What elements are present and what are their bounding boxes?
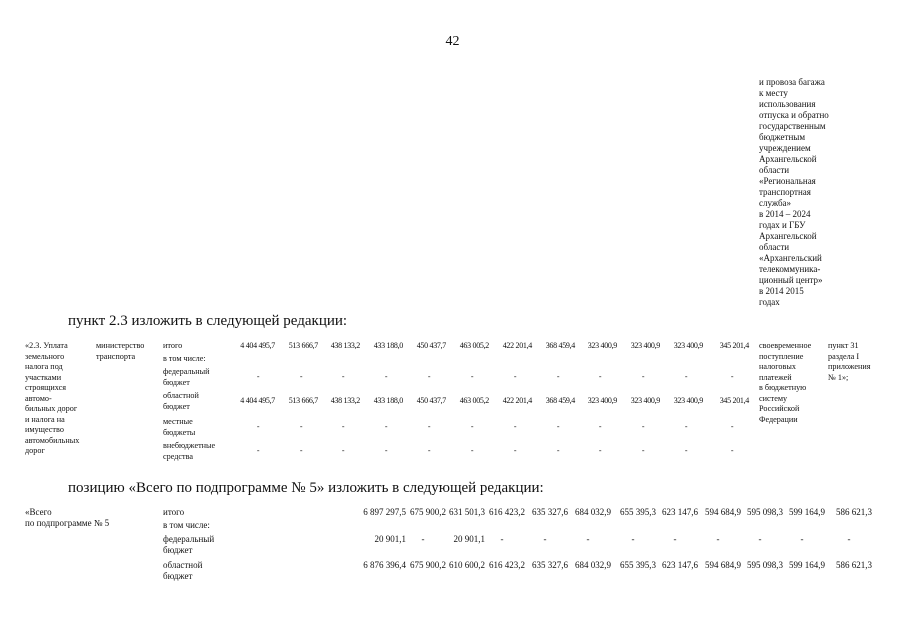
table-cell-value: - bbox=[631, 534, 635, 544]
continuation-line: к месту bbox=[759, 88, 788, 98]
table-cell-value: 438 133,2 bbox=[330, 396, 360, 405]
table-cell-value: - bbox=[586, 534, 590, 544]
expected-result-line: в бюджетную bbox=[759, 383, 807, 392]
table-cell-value: - bbox=[427, 422, 431, 431]
table-cell-value: 594 684,9 bbox=[705, 560, 741, 570]
continuation-line: бюджетным bbox=[759, 132, 806, 142]
table-cell-value: 368 459,4 bbox=[545, 396, 575, 405]
continuation-line: учреждением bbox=[759, 143, 811, 153]
executor-line: министерство bbox=[96, 341, 145, 350]
table-cell-value: - bbox=[556, 446, 560, 455]
table-cell-value: 595 098,3 bbox=[747, 560, 783, 570]
table-cell-value: 422 201,4 bbox=[502, 341, 532, 350]
table-cell-value: - bbox=[513, 446, 517, 455]
continuation-line: Архангельской bbox=[759, 154, 817, 164]
continuation-line: и провоза багажа bbox=[759, 77, 825, 87]
row-label: федеральный bbox=[163, 534, 215, 544]
table-cell-value: - bbox=[598, 446, 602, 455]
table-cell-value: - bbox=[299, 446, 303, 455]
table-cell-value: 595 098,3 bbox=[747, 507, 783, 517]
table-cell-value: 655 395,3 bbox=[620, 507, 656, 517]
continuation-line: области bbox=[759, 165, 790, 175]
expected-result-line: Федерации bbox=[759, 414, 798, 424]
continuation-line: использования bbox=[759, 99, 816, 109]
total-name-line: по подпрограмме № 5 bbox=[25, 518, 110, 528]
row-label: местные bbox=[163, 417, 193, 426]
table-cell-value: 438 133,2 bbox=[330, 341, 360, 350]
table-cell-value: - bbox=[299, 422, 303, 431]
table-cell-value: 323 400,9 bbox=[673, 341, 703, 350]
table-cell-value: - bbox=[341, 446, 345, 455]
table-cell-value: 323 400,9 bbox=[587, 396, 617, 405]
continuation-line: в 2014 – 2024 bbox=[759, 209, 811, 219]
table-cell-value: - bbox=[556, 422, 560, 431]
item-name-line: налога под bbox=[25, 362, 63, 371]
table-cell-value: 368 459,4 bbox=[545, 341, 575, 350]
table-cell-value: - bbox=[684, 372, 688, 381]
heading-item-2-3: пункт 2.3 изложить в следующей редакции: bbox=[68, 313, 348, 329]
table-cell-value: 450 437,7 bbox=[416, 396, 446, 405]
expected-result-line: поступление bbox=[759, 351, 804, 361]
continuation-line: телекоммуника- bbox=[759, 264, 821, 274]
row-label: в том числе: bbox=[163, 354, 206, 363]
table-cell-value: 345 201,4 bbox=[719, 341, 749, 350]
table-cell-value: 586 621,3 bbox=[836, 560, 872, 570]
item-name-line: строящихся bbox=[25, 383, 67, 392]
table-cell-value: 684 032,9 bbox=[575, 507, 611, 517]
continuation-line: «Региональная bbox=[759, 176, 816, 186]
table-cell-value: 323 400,9 bbox=[673, 396, 703, 405]
table-cell-value: - bbox=[421, 534, 425, 544]
table-cell-value: - bbox=[556, 372, 560, 381]
row-label: итого bbox=[163, 507, 185, 517]
table-cell-value: - bbox=[384, 422, 388, 431]
table-cell-value: - bbox=[256, 446, 260, 455]
indicator-line: приложения bbox=[828, 362, 871, 371]
total-name-line: «Всего bbox=[25, 507, 52, 517]
table-cell-value: 610 600,2 bbox=[449, 560, 485, 570]
continuation-line: Архангельской bbox=[759, 231, 817, 241]
item-name-line: и налога на bbox=[25, 414, 65, 424]
table-cell-value: 594 684,9 bbox=[705, 507, 741, 517]
table-cell-value: 20 901,1 bbox=[374, 534, 406, 544]
table-cell-value: - bbox=[847, 534, 851, 544]
table-cell-value: 323 400,9 bbox=[630, 396, 660, 405]
table-cell-value: 599 164,9 bbox=[789, 507, 825, 517]
indicator-line: пункт 31 bbox=[828, 341, 859, 350]
executor-line: транспорта bbox=[96, 351, 136, 361]
table-cell-value: 513 666,7 bbox=[288, 341, 318, 350]
row-label: областной bbox=[163, 391, 199, 400]
table-cell-value: - bbox=[598, 372, 602, 381]
table-cell-value: 345 201,4 bbox=[719, 396, 749, 405]
table-cell-value: - bbox=[470, 446, 474, 455]
item-name-line: дорог bbox=[25, 446, 45, 455]
table-cell-value: 463 005,2 bbox=[459, 341, 489, 350]
table-cell-value: 6 876 396,4 bbox=[363, 560, 406, 570]
continuation-line: годах и ГБУ bbox=[759, 220, 806, 230]
table-cell-value: 684 032,9 bbox=[575, 560, 611, 570]
table-cell-value: - bbox=[758, 534, 762, 544]
table-cell-value: 433 188,0 bbox=[373, 341, 403, 350]
expected-result-line: систему bbox=[759, 393, 788, 403]
table-cell-value: - bbox=[256, 422, 260, 431]
table-cell-value: - bbox=[341, 422, 345, 431]
row-label: бюджет bbox=[163, 401, 190, 411]
heading-total-subprogram: позицию «Всего по подпрограмме № 5» изложить в следующей редакции: bbox=[68, 480, 544, 496]
table-cell-value: 616 423,2 bbox=[489, 560, 525, 570]
continuation-line: ционный центр» bbox=[759, 275, 823, 285]
table-cell-value: - bbox=[384, 446, 388, 455]
continuation-line: в 2014 2015 bbox=[759, 286, 804, 296]
table-cell-value: - bbox=[641, 372, 645, 381]
table-cell-value: 586 621,3 bbox=[836, 507, 872, 517]
table-cell-value: - bbox=[684, 446, 688, 455]
table-cell-value: 4 404 495,7 bbox=[240, 341, 275, 350]
continuation-line: области bbox=[759, 242, 790, 252]
table-cell-value: - bbox=[641, 446, 645, 455]
expected-result-line: своевременное bbox=[759, 341, 812, 350]
item-name-line: «2.3. Уплата bbox=[25, 341, 68, 350]
table-cell-value: 450 437,7 bbox=[416, 341, 446, 350]
row-label: бюджет bbox=[163, 545, 193, 555]
continuation-line: годах bbox=[759, 297, 780, 307]
continuation-line: служба» bbox=[759, 198, 792, 208]
table-cell-value: - bbox=[673, 534, 677, 544]
item-name-line: автомобильных bbox=[25, 435, 80, 445]
row-label: итого bbox=[163, 341, 183, 350]
row-label: средства bbox=[163, 451, 194, 461]
page-number: 42 bbox=[445, 34, 460, 49]
continuation-line: транспортная bbox=[759, 187, 811, 197]
table-cell-value: 631 501,3 bbox=[449, 507, 485, 517]
table-cell-value: 513 666,7 bbox=[288, 396, 318, 405]
table-cell-value: - bbox=[543, 534, 547, 544]
table-cell-value: - bbox=[730, 372, 734, 381]
continuation-text-column bbox=[759, 77, 829, 308]
row-label: бюджеты bbox=[163, 427, 196, 437]
table-cell-value: - bbox=[470, 372, 474, 381]
table-cell-value: - bbox=[513, 372, 517, 381]
table-cell-value: 463 005,2 bbox=[459, 396, 489, 405]
table-cell-value: 623 147,6 bbox=[662, 507, 698, 517]
table-cell-value: 323 400,9 bbox=[587, 341, 617, 350]
indicator-line: № 1»; bbox=[828, 372, 849, 382]
item-name-line: имущество bbox=[25, 425, 64, 434]
table-cell-value: - bbox=[427, 446, 431, 455]
table-cell-value: 599 164,9 bbox=[789, 560, 825, 570]
indicator-line: раздела I bbox=[828, 351, 860, 361]
table-cell-value: 623 147,6 bbox=[662, 560, 698, 570]
item-name-line: автомо- bbox=[25, 393, 52, 403]
table-cell-value: 433 188,0 bbox=[373, 396, 403, 405]
table-cell-value: - bbox=[513, 422, 517, 431]
table-cell-value: 323 400,9 bbox=[630, 341, 660, 350]
table-cell-value: - bbox=[598, 422, 602, 431]
table-cell-value: 675 900,2 bbox=[410, 560, 446, 570]
row-label: бюджет bbox=[163, 571, 193, 581]
table-cell-value: 616 423,2 bbox=[489, 507, 525, 517]
continuation-line: отпуска и обратно bbox=[759, 110, 829, 120]
table-cell-value: - bbox=[500, 534, 504, 544]
table-cell-value: 635 327,6 bbox=[532, 560, 568, 570]
table-cell-value: - bbox=[384, 372, 388, 381]
table-cell-value: - bbox=[641, 422, 645, 431]
expected-result-line: платежей bbox=[759, 372, 792, 382]
table-cell-value: 20 901,1 bbox=[453, 534, 485, 544]
table-cell-value: - bbox=[427, 372, 431, 381]
table-cell-value: 635 327,6 bbox=[532, 507, 568, 517]
table-cell-value: - bbox=[716, 534, 720, 544]
expected-result-line: налоговых bbox=[759, 362, 796, 371]
table-cell-value: - bbox=[730, 422, 734, 431]
row-label: бюджет bbox=[163, 377, 190, 387]
expected-result-line: Российской bbox=[759, 404, 800, 413]
table-cell-value: - bbox=[730, 446, 734, 455]
row-label: в том числе: bbox=[163, 520, 210, 530]
table-cell-value: 422 201,4 bbox=[502, 396, 532, 405]
continuation-line: «Архангельский bbox=[759, 253, 822, 263]
row-label: федеральный bbox=[163, 367, 210, 376]
table-cell-value: - bbox=[470, 422, 474, 431]
table-cell-value: - bbox=[800, 534, 804, 544]
row-label: областной bbox=[163, 560, 203, 570]
table-cell-value: - bbox=[256, 372, 260, 381]
row-label: внебюджетные bbox=[163, 441, 216, 450]
table-cell-value: 655 395,3 bbox=[620, 560, 656, 570]
table-cell-value: 675 900,2 bbox=[410, 507, 446, 517]
table-cell-value: 6 897 297,5 bbox=[363, 507, 406, 517]
table-cell-value: - bbox=[299, 372, 303, 381]
table-cell-value: - bbox=[684, 422, 688, 431]
table-cell-value: 4 404 495,7 bbox=[240, 396, 275, 405]
item-name-line: участками bbox=[25, 372, 62, 382]
continuation-line: государственным bbox=[759, 121, 826, 131]
table-cell-value: - bbox=[341, 372, 345, 381]
item-name-line: бильных дорог bbox=[25, 404, 78, 413]
item-name-line: земельного bbox=[25, 351, 65, 361]
